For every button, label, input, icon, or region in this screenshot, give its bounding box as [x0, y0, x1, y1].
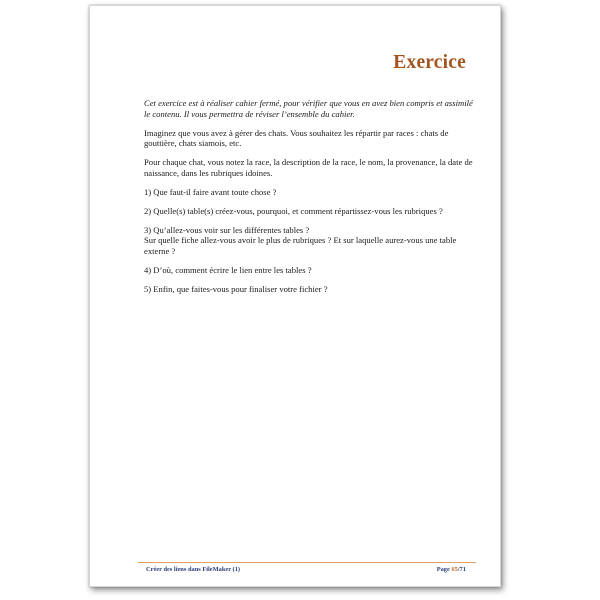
- intro-paragraph: Cet exercice est à réaliser cahier fermé, pour vérifier que vous en avez bien compris et assimilé le contenu. Il vous permettra de réviser l’ensemble du cahier.: [144, 98, 473, 119]
- question-3: [144, 225, 474, 257]
- page-title: Exercice: [393, 52, 466, 73]
- footer-page-total: /71: [457, 566, 466, 573]
- document-page: [89, 5, 501, 587]
- question-4: 4) D’où, comment écrire le lien entre les tables ?: [144, 264, 312, 275]
- question-2: 2) Quelle(s) table(s) créez-vous, pourquoi, et comment répartissez-vous les rubriques ?: [144, 205, 443, 216]
- footer-page-current: 65: [451, 566, 458, 573]
- context-paragraph-1: Imaginez que vous avez à gérer des chats. Vous souhaitez les répartir par races : chats de gouttière, chats siamois, etc.: [144, 127, 449, 149]
- context-paragraph-2: Pour chaque chat, vous notez la race, la description de la race, le nom, la provenance, la date de naissance, dans les rubriques idoines.: [144, 157, 473, 178]
- footer-page-number: [437, 566, 466, 573]
- page-body: [144, 98, 474, 303]
- question-3-line-2: Sur quelle fiche allez-vous avoir le plus de rubriques ? Et sur laquelle aurez-vous une table externe ?: [144, 235, 457, 256]
- question-1: 1) Que faut-il faire avant toute chose ?: [144, 186, 277, 197]
- question-5: 5) Enfin, que faites-vous pour finaliser votre fichier ?: [144, 283, 328, 294]
- question-3-line-1: 3) Qu’allez-vous voir sur les différentes tables ?: [144, 224, 310, 235]
- footer-document-title: Créer des liens dans FileMaker (1): [146, 566, 241, 573]
- footer-rule: [138, 562, 476, 563]
- footer-page-label: Page: [436, 566, 450, 573]
